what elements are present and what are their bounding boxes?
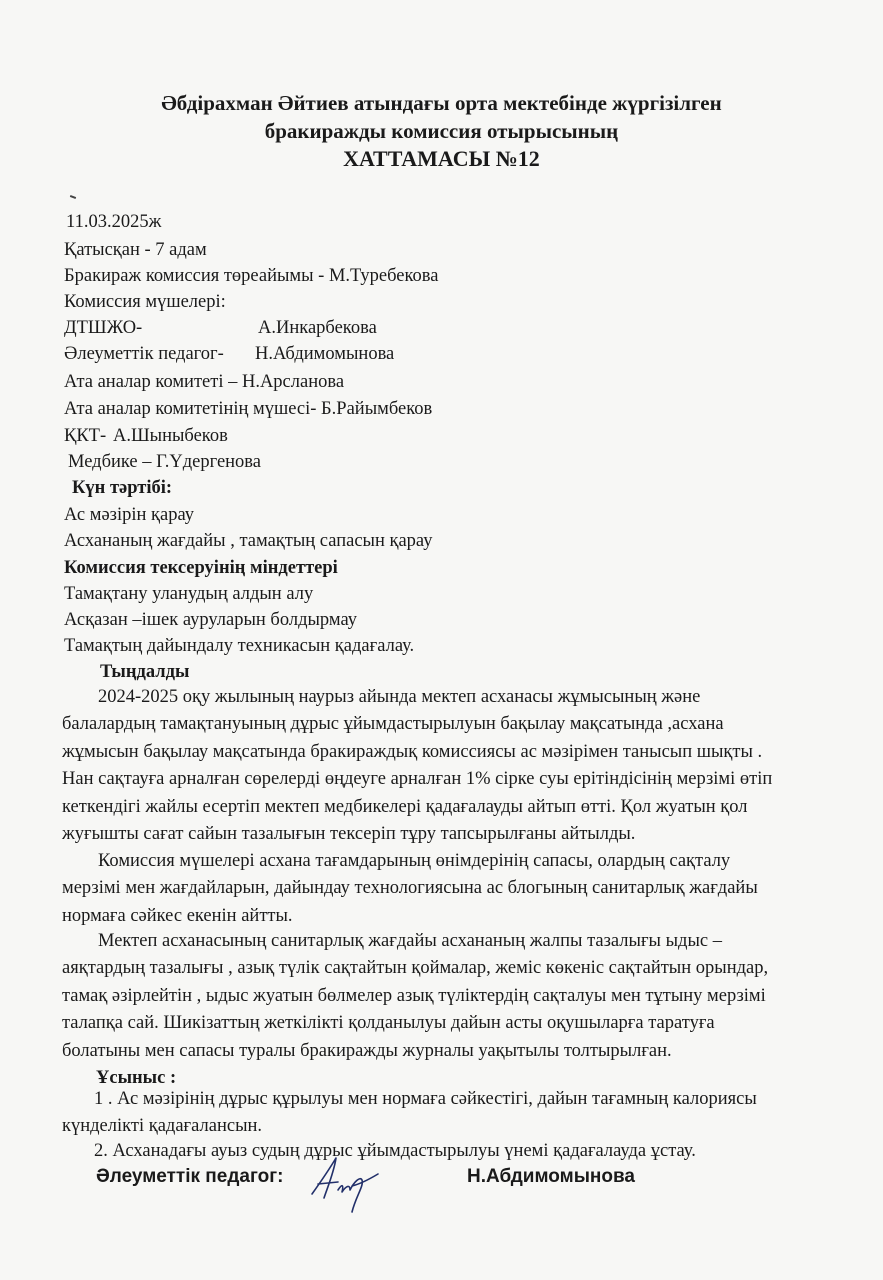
paragraph-line: Мектеп асханасының санитарлық жағдайы асхананың жалпы тазалығы ыдыс –	[98, 931, 722, 951]
paragraph-line: 2024-2025 оқу жылының наурыз айында мектеп асханасы жұмысының және	[98, 687, 701, 707]
listened-paragraph-2	[62, 848, 802, 930]
task-item: Асқазан –ішек ауруларын болдырмау	[64, 610, 357, 630]
paragraph-line: балалардың тамақтануының дұрыс ұйымдастырылуын бақылау мақсатында ,асхана	[62, 714, 724, 735]
paragraph-line: жуғышты сағат сайын тазалығын тексеріп тұру тапсырылғаны айтылды.	[62, 824, 636, 845]
task-item: Тамақтың дайындалу техникасын қадағалау.	[64, 636, 415, 656]
header-title-line2: бракиражды комиссия отырысының	[264, 119, 619, 143]
member-role: Әлеуметтік педагог-	[64, 344, 224, 364]
member-row: Медбике – Г.Үдергенова	[68, 452, 262, 472]
attended-count: Қатысқан - 7 адам	[64, 240, 207, 260]
paragraph-line: болатыны мен сапасы туралы бракиражды журналы уақытылы толтырылған.	[62, 1040, 672, 1061]
member-row	[64, 426, 228, 446]
agenda-item: Асхананың жағдайы , тамақтың сапасын қарау	[64, 531, 433, 551]
agenda-item: Ас мәзірін қарау	[64, 505, 194, 525]
date: 11.03.2025ж	[66, 212, 162, 232]
handwritten-signature	[308, 1150, 386, 1214]
tasks-label: Комиссия тексеруінің міндеттері	[64, 558, 338, 578]
protocol-number: ХАТТАМАСЫ №12	[343, 146, 540, 171]
member-role: ҚКТ-	[64, 426, 107, 446]
signature-role: Әлеуметтік педагог:	[96, 1166, 284, 1187]
members-label: Комиссия мүшелері:	[64, 292, 226, 312]
listened-paragraph-1	[62, 684, 802, 848]
member-role: ДТШЖО-	[64, 318, 143, 338]
header-title-line1: Әбдірахман Әйтиев атындағы орта мектебінде жүргізілген	[161, 91, 722, 115]
paragraph-line: мерзімі мен жағдайларын, дайындау технологиясына ас блогының санитарлық жағдайы	[62, 878, 758, 899]
signature-name: Н.Абдимомынова	[467, 1166, 635, 1187]
proposal-2: 2. Асханадағы ауыз судың дұрыс ұйымдастырылуы үнемі қадағалауда ұстау.	[94, 1141, 696, 1161]
agenda-label: Күн тәртібі:	[72, 478, 173, 498]
paragraph-line: кеткендігі жайлы есертіп мектеп медбикелері қадағалауды айтып өтті. Қол жуатын қол	[62, 796, 748, 817]
member-row	[64, 344, 394, 364]
member-name: А.Шыныбеков	[113, 426, 228, 446]
commission-chair: Бракираж комиссия төреайымы - М.Туребекова	[64, 266, 439, 286]
paragraph-line: Комиссия мүшелері асхана тағамдарының өнімдерінің сапасы, олардың сақталу	[98, 851, 731, 871]
paragraph-line: аяқтардың тазалығы , азық түлік сақтайтын қоймалар, жеміс көкеніс сақтайтын орындар,	[62, 958, 769, 979]
paragraph-line: күнделікті қадағалансын.	[62, 1116, 263, 1137]
listened-paragraph-3	[62, 928, 802, 1065]
member-row: Ата аналар комитетінің мүшесі- Б.Райымбеков	[64, 399, 433, 419]
paragraph-line: жұмысын бақылау мақсатында бракираждық комиссиясы ас мәзірімен танысып шықты .	[62, 741, 763, 762]
paragraph-line: талапқа сай. Шикізаттың жеткілікті қолданылуы дайын асты оқушыларға таратуға	[62, 1013, 715, 1034]
scan-speck	[70, 195, 76, 199]
proposals-label: Ұсыныс :	[96, 1068, 177, 1088]
member-row	[64, 318, 377, 338]
member-row: Ата аналар комитеті – Н.Арсланова	[64, 372, 345, 392]
paragraph-line: тамақ әзірлейтін , ыдыс жуатын бөлмелер азық түліктердің сақталуы мен тұтыну мерзімі	[62, 985, 766, 1006]
proposal-1	[62, 1086, 802, 1141]
listened-label: Тыңдалды	[100, 662, 190, 682]
paragraph-line: нормаға сәйкес екенін айтты.	[62, 905, 293, 926]
member-name: Н.Абдимомынова	[255, 344, 395, 364]
paragraph-line: Нан сақтауға арналған сөрелерді өңдеуге арналған 1% сірке суы ерітіндісінің мерзімі өтіп	[62, 769, 773, 790]
paragraph-line: 1 . Ас мәзірінің дұрыс құрылуы мен нормаға сәйкестігі, дайын тағамның калориясы	[94, 1089, 757, 1109]
member-name: А.Инкарбекова	[258, 318, 377, 338]
task-item: Тамақтану уланудың алдын алу	[64, 584, 314, 604]
